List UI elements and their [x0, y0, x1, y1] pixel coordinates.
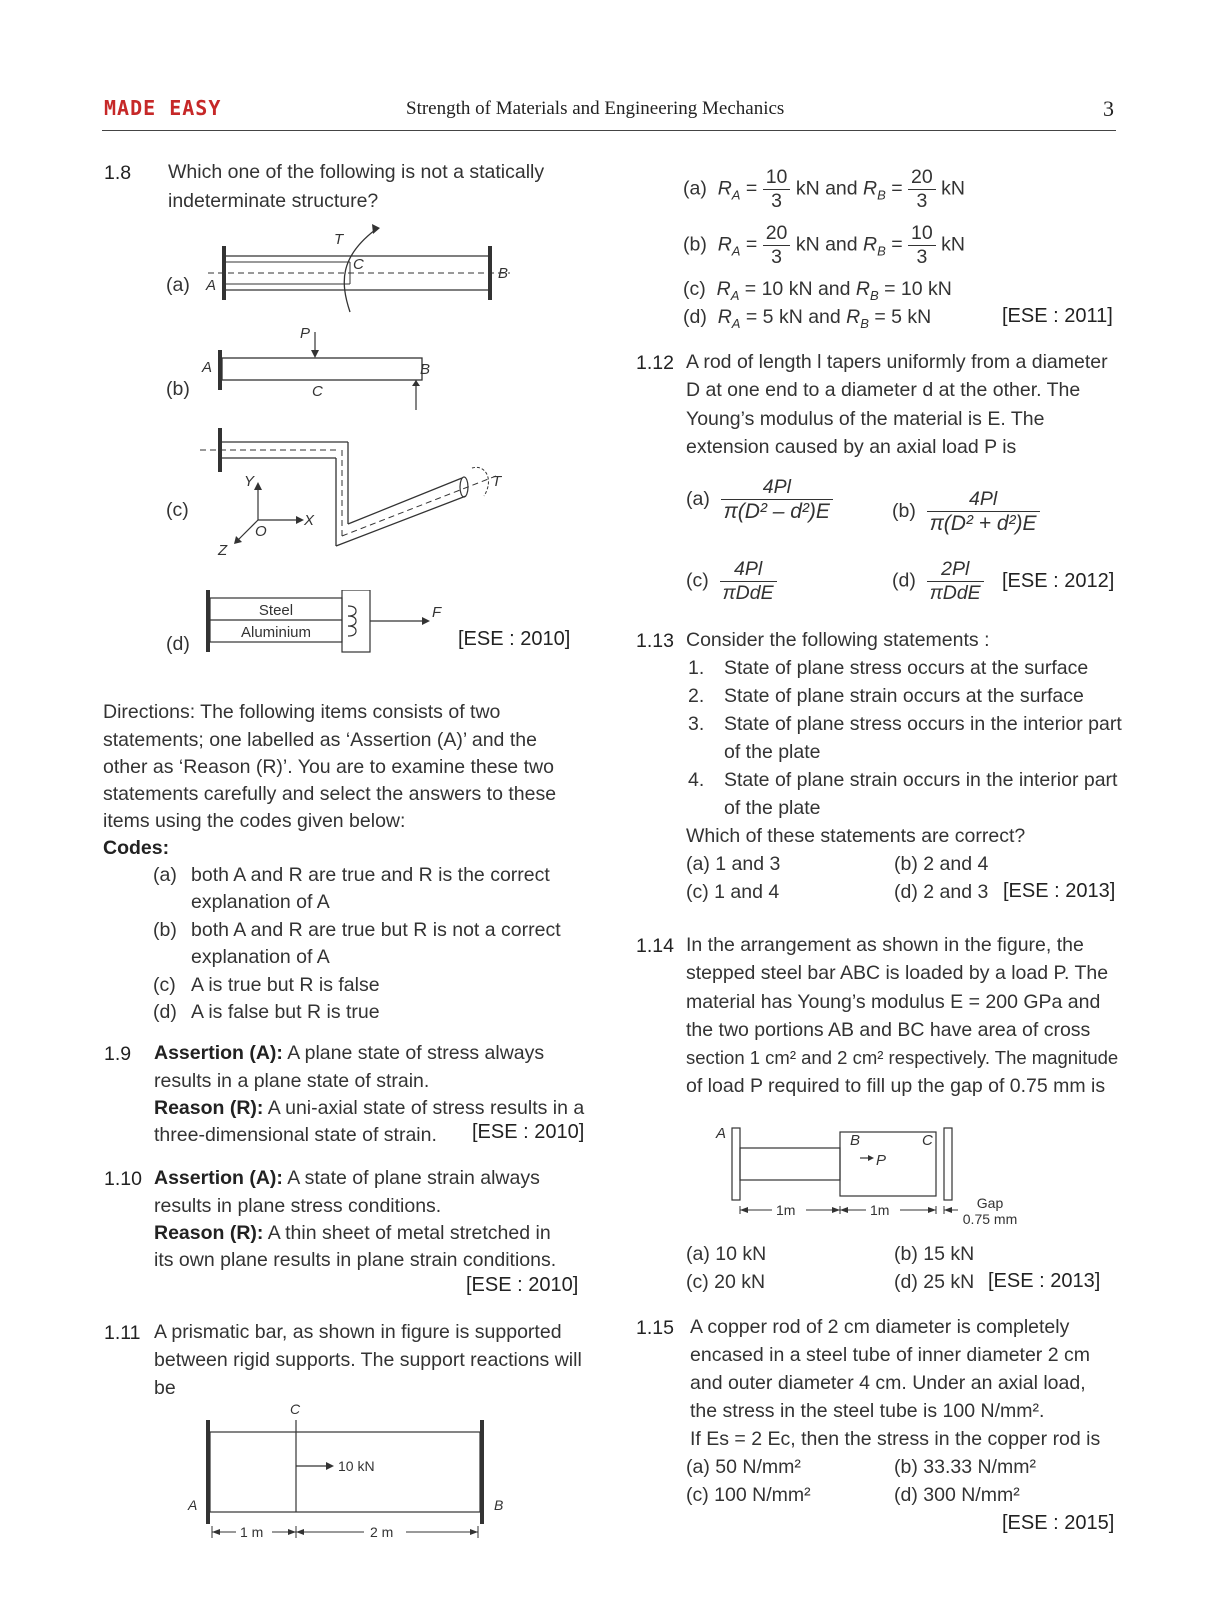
- code-text: A is true but R is false: [191, 974, 380, 996]
- svg-text:1m: 1m: [776, 1202, 796, 1218]
- exam-tag: [ESE : 2012]: [1002, 570, 1115, 592]
- figure-composite-bar: [200, 590, 460, 660]
- statement-text: of the plate: [724, 741, 821, 763]
- statement-number: 2.: [688, 685, 705, 707]
- option-label: (b): [166, 378, 190, 400]
- question-number: 1.14: [636, 935, 674, 957]
- directions-line: Directions: The following items consists of two: [103, 701, 501, 723]
- question-text: the stress in the steel tube is 100 N/mm².: [690, 1400, 1045, 1422]
- statement-number: 3.: [688, 713, 705, 735]
- statement-text: of the plate: [724, 797, 821, 819]
- exam-tag: [ESE : 2010]: [458, 628, 571, 650]
- code-letter: (b): [153, 919, 177, 941]
- label-t: T: [334, 231, 344, 248]
- question-text: A rod of length l tapers uniformly from a diameter: [686, 351, 1108, 373]
- assertion: Assertion (A): A plane state of stress always: [154, 1042, 545, 1064]
- assertion-cont: results in a plane state of strain.: [154, 1070, 430, 1092]
- question-number: 1.12: [636, 352, 674, 374]
- question-text: D at one end to a diameter d at the other. The: [686, 379, 1081, 401]
- statement-text: State of plane stress occurs in the interior part: [724, 713, 1122, 735]
- question-text: of load P required to fill up the gap of 0.75 mm is: [686, 1075, 1106, 1097]
- option-c: (c) $R_A = 10$ kN and $R_B = 10$ kN: [683, 278, 952, 303]
- option-label: (a): [166, 274, 190, 296]
- question-text: If Es = 2 Ec, then the stress in the copper rod is: [690, 1428, 1101, 1450]
- question-text: be: [154, 1377, 176, 1399]
- exam-tag: [ESE : 2010]: [466, 1274, 579, 1296]
- svg-text:P: P: [876, 1152, 887, 1169]
- svg-text:Steel: Steel: [258, 602, 294, 619]
- svg-text:C: C: [922, 1132, 933, 1149]
- reason-cont: three-dimensional state of strain.: [154, 1124, 437, 1146]
- option-d: (d) $\frac{2Pl}{\text{πDdE}}$: [892, 558, 984, 605]
- svg-text:X: X: [304, 512, 315, 529]
- assertion-cont: results in plane stress conditions.: [154, 1195, 442, 1217]
- svg-text:O: O: [255, 523, 267, 540]
- option-a: (a) 1 and 3: [686, 853, 781, 875]
- page-number: 3: [1103, 96, 1114, 121]
- statement-text: State of plane strain occurs at the surface: [724, 685, 1084, 707]
- reason: Reason (R): A thin sheet of metal stretched in: [154, 1222, 551, 1244]
- svg-text:C: C: [312, 383, 323, 400]
- question-text: indeterminate structure?: [168, 190, 379, 212]
- option-d: (d) 300 N/mm²: [894, 1484, 1020, 1506]
- option-a: (a) $R_A$ = $\frac{10}{3}$ kN and $R_B$ = $\frac{20}{3}$ kN: [683, 166, 965, 212]
- statement-text: State of plane strain occurs in the interior part: [724, 769, 1118, 791]
- codes-label: Codes:: [103, 837, 170, 859]
- question-text: In the arrangement as shown in the figure, the: [686, 934, 1084, 956]
- assertion: Assertion (A): A state of plane strain always: [154, 1167, 540, 1189]
- book-title: Strength of Materials and Engineering Mechanics: [406, 98, 785, 119]
- statement-number: 1.: [688, 657, 705, 679]
- exam-tag: [ESE : 2011]: [1002, 305, 1113, 327]
- question-text: Young’s modulus of the material is E. The: [686, 408, 1045, 430]
- option-d: (d) 2 and 3: [894, 881, 989, 903]
- option-a: (a) 10 kN: [686, 1243, 767, 1265]
- question-number: 1.10: [104, 1168, 142, 1190]
- question-text: Consider the following statements :: [686, 629, 990, 651]
- svg-text:2 m: 2 m: [370, 1524, 394, 1540]
- option-b: (b) 15 kN: [894, 1243, 975, 1265]
- option-c: (c) 1 and 4: [686, 881, 780, 903]
- question-text: material has Young’s modulus E = 200 GPa and: [686, 991, 1101, 1013]
- statement-number: 4.: [688, 769, 705, 791]
- svg-text:Z: Z: [218, 542, 228, 559]
- svg-text:F: F: [432, 604, 442, 621]
- statement-text: State of plane stress occurs at the surface: [724, 657, 1089, 679]
- question-text: stepped steel bar ABC is loaded by a load P. The: [686, 962, 1109, 984]
- option-label: (c): [166, 499, 189, 521]
- question-number: 1.13: [636, 630, 674, 652]
- svg-text:A: A: [716, 1125, 727, 1142]
- option-a: (a) $\frac{4Pl}{\text{π(D² – d²)E}}$: [686, 476, 833, 524]
- figure-bent-shaft: [200, 420, 520, 580]
- code-letter: (d): [153, 1001, 177, 1023]
- svg-text:B: B: [420, 361, 431, 378]
- question-text: extension caused by an axial load P is: [686, 436, 1017, 458]
- question-text: A copper rod of 2 cm diameter is completely: [690, 1316, 1070, 1338]
- question-text: between rigid supports. The support reactions will: [154, 1349, 582, 1371]
- code-text: both A and R are true but R is not a correct: [191, 919, 561, 941]
- svg-text:B: B: [494, 1497, 504, 1513]
- svg-text:Y: Y: [244, 473, 255, 490]
- svg-text:Gap: Gap: [976, 1195, 1004, 1211]
- code-text: A is false but R is true: [191, 1001, 380, 1023]
- svg-text:0.75 mm: 0.75 mm: [962, 1211, 1018, 1227]
- figure-propped-beam: [200, 322, 460, 418]
- exam-tag: [ESE : 2013]: [1003, 880, 1116, 902]
- exam-tag: [ESE : 2015]: [1002, 1512, 1115, 1534]
- publisher-logo: MADE EASY: [104, 96, 222, 120]
- code-text: explanation of A: [191, 946, 330, 968]
- question-text: A prismatic bar, as shown in figure is supported: [154, 1321, 562, 1343]
- option-c: (c) 20 kN: [686, 1271, 766, 1293]
- option-d: (d) $R_A = 5$ kN and $R_B = 5$ kN: [683, 306, 932, 331]
- svg-text:C: C: [290, 1401, 301, 1417]
- directions-line: statements carefully and select the answers to these: [103, 783, 557, 805]
- option-b: (b) $R_A$ = $\frac{20}{3}$ kN and $R_B$ = $\frac{10}{3}$ kN: [683, 222, 965, 268]
- svg-text:T: T: [492, 473, 502, 490]
- directions-line: items using the codes given below:: [103, 810, 406, 832]
- svg-text:Aluminium: Aluminium: [240, 624, 312, 641]
- directions-line: other as ‘Reason (R)’. You are to examine these two: [103, 756, 554, 778]
- code-text: both A and R are true and R is the correct: [191, 864, 550, 886]
- code-letter: (a): [153, 864, 177, 886]
- header-rule: [102, 130, 1116, 131]
- exam-tag: [ESE : 2013]: [988, 1270, 1101, 1292]
- exam-tag: [ESE : 2010]: [472, 1121, 585, 1143]
- directions-line: statements; one labelled as ‘Assertion (A)’ and the: [103, 729, 537, 751]
- option-b: (b) $\frac{4Pl}{\text{π(D² + d²)E}}$: [892, 488, 1040, 536]
- option-c: (c) 100 N/mm²: [686, 1484, 811, 1506]
- svg-text:B: B: [850, 1132, 861, 1149]
- option-c: (c) $\frac{4Pl}{\text{πDdE}}$: [686, 558, 777, 605]
- question-number: 1.8: [104, 162, 132, 184]
- question-text: Which of these statements are correct?: [686, 825, 1026, 847]
- option-a: (a) 50 N/mm²: [686, 1456, 801, 1478]
- figure-prismatic-bar: [180, 1400, 520, 1540]
- option-b: (b) 33.33 N/mm²: [894, 1456, 1036, 1478]
- question-number: 1.9: [104, 1043, 132, 1065]
- question-text: the two portions AB and BC have area of cross: [686, 1019, 1091, 1041]
- svg-text:A: A: [202, 359, 213, 376]
- svg-text:1 m: 1 m: [240, 1524, 264, 1540]
- question-text: encased in a steel tube of inner diameter 2 cm: [690, 1344, 1090, 1366]
- code-text: explanation of A: [191, 891, 330, 913]
- question-text: section 1 cm² and 2 cm² respectively. The magnitude: [686, 1047, 1119, 1068]
- code-letter: (c): [153, 974, 176, 996]
- option-label: (d): [166, 633, 190, 655]
- question-text: Which one of the following is not a statically: [168, 161, 545, 183]
- svg-text:P: P: [300, 325, 311, 342]
- svg-text:A: A: [188, 1497, 198, 1513]
- reason: Reason (R): A uni-axial state of stress results in a: [154, 1097, 585, 1119]
- question-text: and outer diameter 4 cm. Under an axial load,: [690, 1372, 1086, 1394]
- figure-stepped-bar: [708, 1118, 1058, 1228]
- figure-fixed-shaft: [200, 222, 540, 322]
- option-b: (b) 2 and 4: [894, 853, 989, 875]
- svg-text:1m: 1m: [870, 1202, 890, 1218]
- label-c: C: [353, 256, 364, 273]
- question-number: 1.15: [636, 1317, 674, 1339]
- label-b: B: [498, 265, 509, 282]
- reason-cont: its own plane results in plane strain conditions.: [154, 1249, 557, 1271]
- question-number: 1.11: [104, 1322, 141, 1344]
- svg-text:10 kN: 10 kN: [338, 1458, 375, 1474]
- label-a: A: [206, 277, 217, 294]
- option-d: (d) 25 kN: [894, 1271, 975, 1293]
